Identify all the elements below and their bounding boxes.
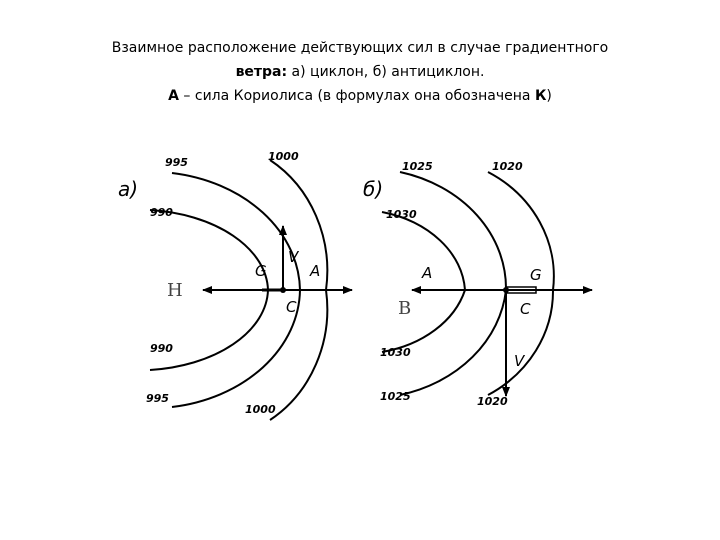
title-line-3-bold-a: А [168, 88, 179, 104]
anticyclone-g-label: G [530, 266, 542, 284]
anticyclone-isobar-label: 1020 [492, 160, 523, 173]
cyclone-a-label: A [310, 262, 321, 280]
title-line-2-rest: а) циклон, б) антициклон. [287, 64, 485, 80]
anticyclone-air-particle [503, 287, 509, 293]
anticyclone-isobar-label: 1020 [477, 395, 508, 408]
cyclone-isobar-label: 1000 [245, 403, 276, 416]
title-line-3-end: ) [546, 88, 552, 104]
anticyclone-panel [363, 160, 592, 408]
title-line-3-mid: – сила Кориолиса (в формулах она обозначена [178, 88, 535, 104]
cyclone-isobar-label: 990 [150, 342, 173, 355]
anticyclone-c-label: C [520, 300, 531, 318]
cyclone-center-label: Н [167, 280, 183, 301]
cyclone-panel-label: а) [118, 177, 139, 201]
anticyclone-isobar-label: 1025 [402, 160, 433, 173]
title-line-3-bold-k: К [534, 88, 547, 104]
anticyclone-center-label: В [398, 298, 412, 319]
cyclone-panel [118, 150, 352, 420]
anticyclone-isobar-label: 1025 [380, 390, 411, 403]
anticyclone-isobar-1025 [400, 172, 506, 395]
cyclone-isobar-label: 995 [165, 156, 188, 169]
cyclone-air-particle [280, 287, 286, 293]
title-line-1: Взаимное расположение действующих сил в случае градиентного [111, 40, 609, 56]
anticyclone-isobar-label: 1030 [380, 346, 411, 359]
cyclone-isobar-label: 1000 [268, 150, 299, 163]
title-line-2-bold: ветра: [235, 64, 288, 80]
cyclone-isobar-label: 990 [150, 206, 173, 219]
anticyclone-isobar-1030 [382, 212, 465, 352]
cyclone-isobar-label: 995 [146, 392, 169, 405]
cyclone-g-label: G [255, 262, 267, 280]
cyclone-v-label: V [288, 248, 299, 266]
anticyclone-isobar-label: 1030 [386, 208, 417, 221]
anticyclone-a-label: A [422, 264, 433, 282]
anticyclone-panel-label: б) [363, 177, 384, 201]
cyclone-c-label: C [286, 298, 297, 316]
anticyclone-v-label: V [514, 352, 525, 370]
